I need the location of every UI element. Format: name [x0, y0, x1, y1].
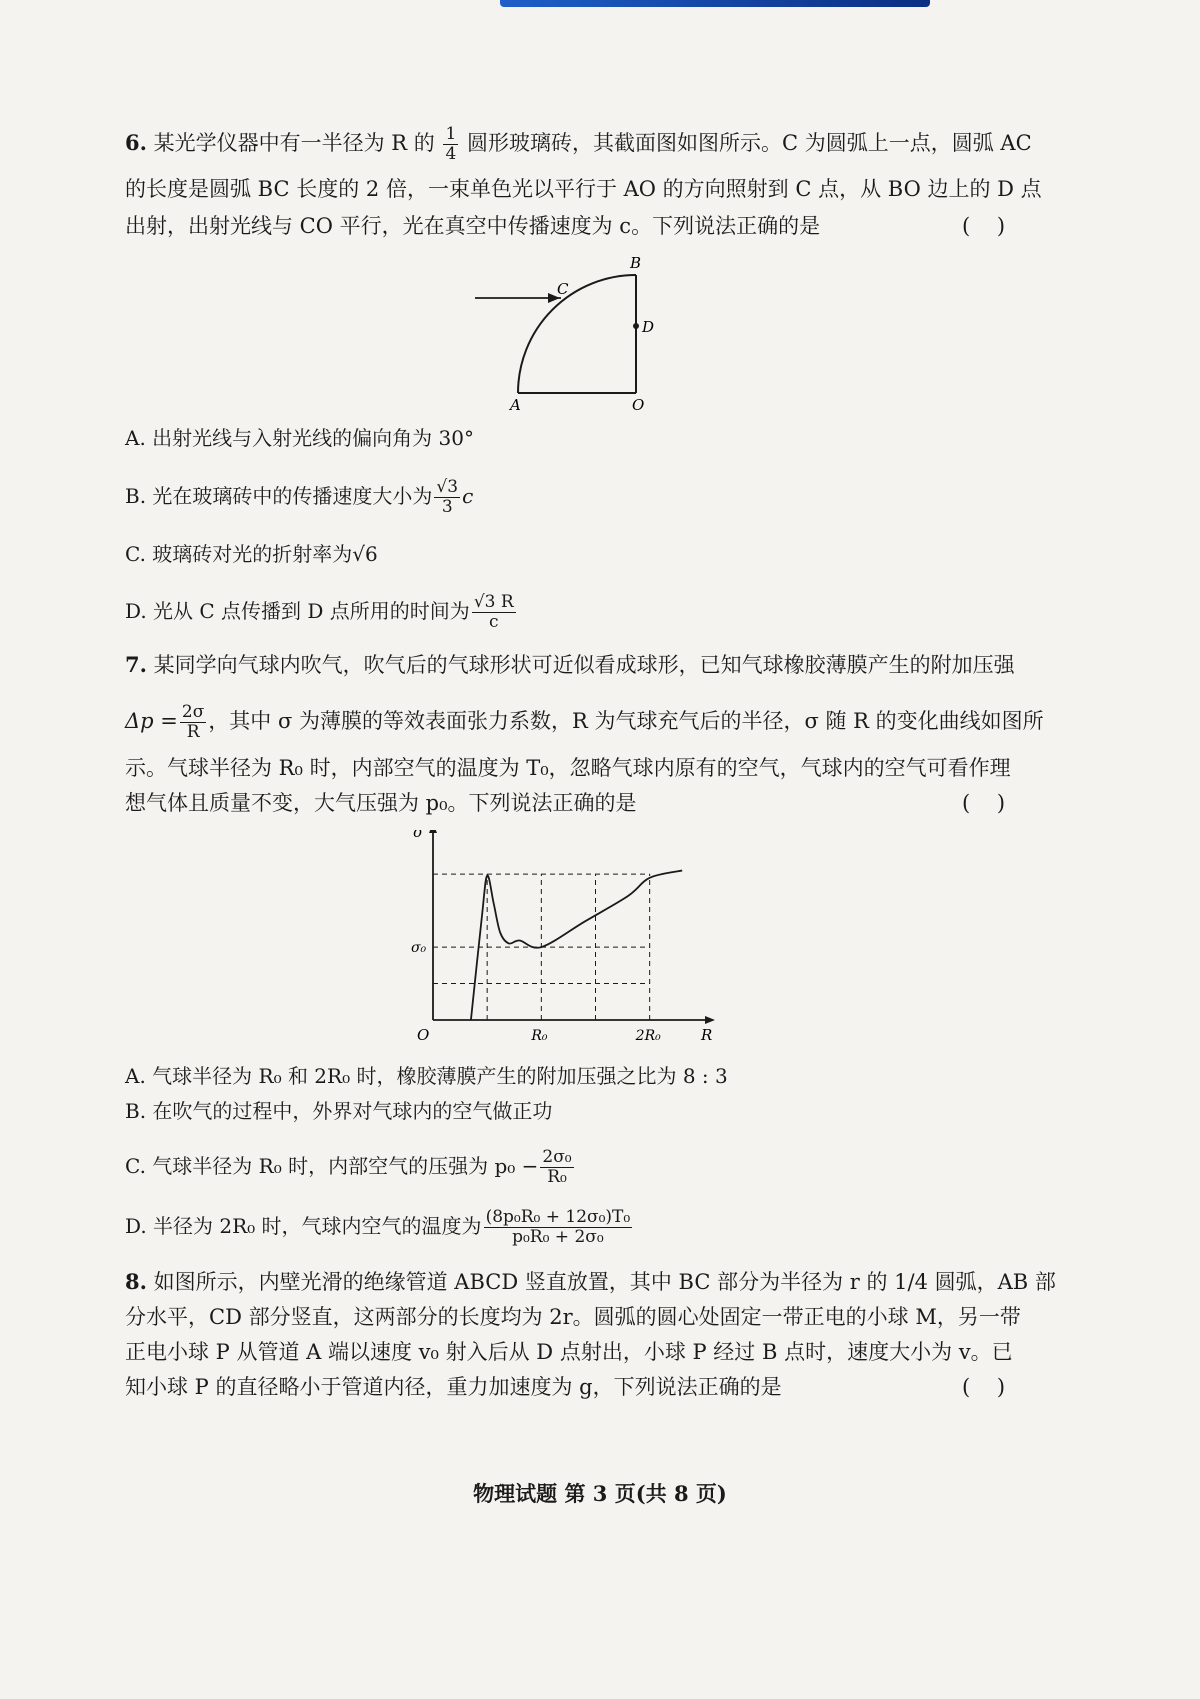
- q7-line1-text: 某同学向气球内吹气，吹气后的气球形状可近似看成球形，已知气球橡胶薄膜产生的附加压强: [153, 653, 1015, 677]
- y-axis-arrow: [429, 830, 437, 833]
- sigma-curve: [471, 871, 682, 1020]
- q7-optD-fraction: [484, 1208, 633, 1247]
- q7-optC-den: R₀: [547, 1167, 567, 1187]
- q6-optD-num: √3 R: [473, 592, 514, 612]
- q7-optC-fraction: [540, 1148, 573, 1187]
- top-color-bar: [500, 0, 930, 7]
- origin-label: O: [417, 1026, 430, 1044]
- q6-line1-text: 某光学仪器中有一半径为 R 的: [153, 131, 435, 155]
- q6-optB-den: 3: [441, 497, 453, 517]
- q7-answer-paren: ( ): [962, 791, 1006, 815]
- q6-line3: 出射，出射光线与 CO 平行，光在真空中传播速度为 c。下列说法正确的是: [125, 214, 821, 238]
- q8-line2: 分水平，CD 部分竖直，这两部分的长度均为 2r。圆弧的圆心处固定一带正电的小球 M，另一带: [125, 1305, 1021, 1329]
- y-axis-label: σ: [413, 830, 424, 841]
- q7-option-a[interactable]: A. 气球半径为 R₀ 和 2R₀ 时，橡胶薄膜产生的附加压强之比为 8 : 3: [125, 1064, 728, 1088]
- q6-option-b[interactable]: [125, 478, 473, 517]
- q6-frac-den: 4: [445, 144, 457, 164]
- q8-number: 8.: [125, 1269, 147, 1294]
- q7-optD-text: D. 半径为 2R₀ 时，气球内空气的温度为: [125, 1214, 482, 1238]
- q7-line2: [125, 703, 1044, 742]
- q6-arc-AB: [518, 275, 636, 393]
- q7-line4: 想气体且质量不变，大气压强为 p₀。下列说法正确的是: [125, 791, 637, 815]
- q6-optD-den: c: [488, 612, 499, 632]
- q6-line1b-text: 圆形玻璃砖，其截面图如图所示。C 为圆弧上一点，圆弧 AC: [467, 131, 1032, 155]
- q7-optC-num: 2σ₀: [542, 1147, 572, 1167]
- q7-sigma-R-chart: [405, 830, 725, 1050]
- x-tick-label: R₀: [531, 1028, 548, 1044]
- q6-option-d[interactable]: [125, 593, 518, 632]
- q6-optB-fraction: [434, 478, 460, 517]
- q6-point-D: [633, 323, 639, 329]
- q6-optB-num: √3: [436, 477, 459, 497]
- q7-dp-num: 2σ: [181, 702, 205, 722]
- x-axis-arrow: [705, 1016, 715, 1024]
- q6-label-B: B: [630, 254, 642, 272]
- q7-option-d[interactable]: [125, 1208, 634, 1247]
- q6-number: 6.: [125, 130, 147, 155]
- q8-line3: 正电小球 P 从管道 A 端以速度 v₀ 射入后从 D 点射出，小球 P 经过 B 点时，速度大小为 v。已: [125, 1340, 1013, 1364]
- q6-line1: [125, 125, 1032, 164]
- q6-option-a[interactable]: A. 出射光线与入射光线的偏向角为 30°: [125, 426, 474, 450]
- q6-optB-text: B. 光在玻璃砖中的传播速度大小为: [125, 484, 433, 508]
- q8-line4: 知小球 P 的直径略小于管道内径，重力加速度为 g，下列说法正确的是: [125, 1375, 782, 1399]
- q6-frac-num: 1: [445, 124, 457, 144]
- q6-answer-paren: ( ): [962, 214, 1006, 238]
- q6-label-D: D: [642, 318, 655, 336]
- q7-line1: [125, 651, 1015, 679]
- q7-dp-den: R: [186, 722, 200, 742]
- q7-dp: Δp =: [125, 709, 178, 733]
- q6-optB-c: c: [462, 484, 474, 508]
- q7-line2-text: ，其中 σ 为薄膜的等效表面张力系数，R 为气球充气后的半径，σ 随 R 的变化曲线如图所: [208, 709, 1044, 733]
- q6-line2: 的长度是圆弧 BC 长度的 2 倍，一束单色光以平行于 AO 的方向照射到 C 点，从 BO 边上的 D 点: [125, 177, 1042, 201]
- q7-option-c[interactable]: [125, 1148, 576, 1187]
- y-tick-label: σ₀: [411, 940, 427, 957]
- q6-optD-fraction: [472, 593, 516, 632]
- q8-answer-paren: ( ): [962, 1375, 1006, 1399]
- q7-option-b[interactable]: B. 在吹气的过程中，外界对气球内的空气做正功: [125, 1099, 553, 1123]
- x-axis-label: R: [701, 1026, 713, 1044]
- q7-number: 7.: [125, 652, 147, 677]
- q7-dp-fraction: [180, 703, 206, 742]
- q6-option-c[interactable]: C. 玻璃砖对光的折射率为√6: [125, 542, 378, 566]
- q7-optD-num: (8p₀R₀ + 12σ₀)T₀: [485, 1207, 631, 1227]
- q6-optD-text: D. 光从 C 点传播到 D 点所用的时间为: [125, 599, 470, 623]
- q7-optC-text: C. 气球半径为 R₀ 时，内部空气的压强为 p₀ −: [125, 1154, 539, 1178]
- q7-line3: 示。气球半径为 R₀ 时，内部空气的温度为 T₀，忽略气球内原有的空气，气球内的空气可看作理: [125, 756, 1011, 780]
- q8-line1: [125, 1268, 1056, 1296]
- q8-line1-text: 如图所示，内壁光滑的绝缘管道 ABCD 竖直放置，其中 BC 部分为半径为 r 的 1/4 圆弧，AB 部: [153, 1270, 1056, 1294]
- x-tick-label: 2R₀: [635, 1028, 661, 1044]
- q6-label-O: O: [632, 396, 645, 414]
- page-footer: 物理试题 第 3 页(共 8 页): [473, 1481, 727, 1506]
- q6-quarter-fraction: [443, 125, 458, 164]
- q6-label-A: A: [510, 396, 521, 414]
- q6-label-C: C: [557, 280, 569, 298]
- q7-optD-den: p₀R₀ + 2σ₀: [512, 1227, 604, 1247]
- q6-figure: [460, 252, 690, 422]
